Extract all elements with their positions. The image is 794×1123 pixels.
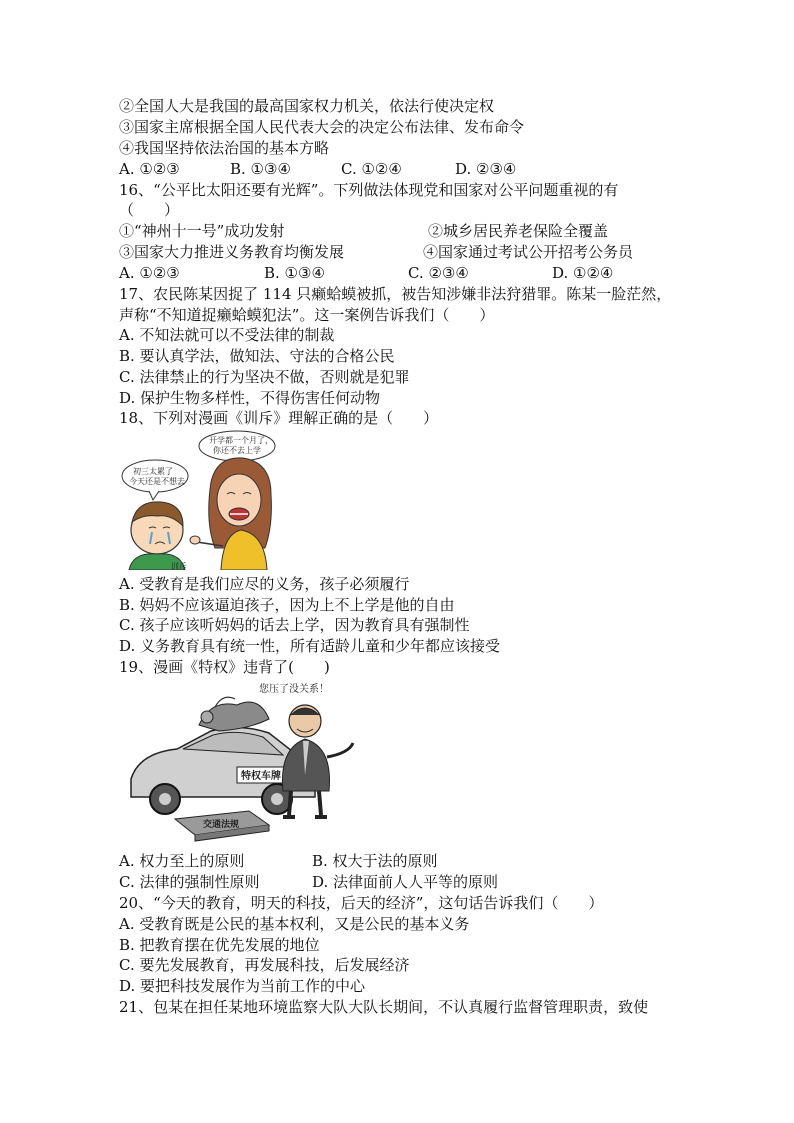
scolding-cartoon: [119, 430, 279, 570]
q16-paren: （ ）: [119, 201, 180, 219]
q15-item-3: ③国家主席根据全国人民代表大会的决定公布法律、发布命令: [119, 118, 525, 136]
privilege-speech: 您压了没关系！: [259, 684, 329, 695]
q17-stem-line1: 17、农民陈某因捉了 114 只癞蛤蟆被抓，被告知涉嫌非法狩猎罪。陈某一脸茫然，: [119, 285, 672, 303]
q20-option-c: C. 要先发展教育，再发展科技，后发展经济: [119, 956, 410, 974]
q15-option-c: C. ①②④: [341, 160, 402, 178]
q19-options-row2: [119, 872, 679, 892]
q19-stem: 19、漫画《特权》违背了( ): [119, 658, 330, 676]
q19-option-c: C. 法律的强制性原则: [119, 873, 260, 891]
privilege-cartoon: [119, 679, 389, 849]
q15-option-b: B. ①③④: [230, 160, 291, 178]
q20-option-d: D. 要把科技发展作为当前工作的中心: [119, 977, 366, 995]
q17-option-c: C. 法律禁止的行为坚决不做，否则就是犯罪: [119, 368, 410, 386]
q20-stem: 20、“今天的教育，明天的科技，后天的经济”，这句话告诉我们（ ）: [119, 894, 604, 912]
q19-option-b: B. 权大于法的原则: [312, 852, 438, 870]
q16-items-row2: [119, 242, 679, 262]
q19-option-d: D. 法律面前人人平等的原则: [312, 873, 499, 891]
q20-option-b: B. 把教育摆在优先发展的地位: [119, 936, 320, 954]
scolding-cartoon-drawing: [119, 430, 279, 570]
q15-item-2: ②全国人大是我国的最高国家权力机关，依法行使决定权: [119, 97, 495, 115]
q15-option-d: D. ②③④: [455, 160, 517, 178]
q17-option-a: A. 不知法就可以不受法律的制裁: [119, 326, 335, 344]
privilege-cartoon-drawing: [119, 679, 389, 849]
q16-option-c: C. ②③④: [408, 264, 469, 282]
q16-item-2: ②城乡居民养老保险全覆盖: [428, 222, 609, 240]
q16-item-4: ④国家通过考试公开招考公务员: [423, 243, 634, 261]
q16-items-row1: [119, 221, 679, 241]
mom-bubble-line2: 你还不去上学: [213, 446, 261, 455]
q15-option-a: A. ①②③: [119, 160, 180, 178]
child-bubble-line2: 今天还是不想去: [129, 477, 185, 486]
q16-option-a: A. ①②③: [119, 264, 180, 282]
q15-item-4: ④我国坚持依法治国的基本方略: [119, 139, 330, 157]
q16-item-3: ③国家大力推进义务教育均衡发展: [119, 243, 345, 261]
q15-options: [119, 159, 679, 179]
q19-options-row1: [119, 851, 679, 871]
q18-option-d: D. 义务教育具有统一性，所有适龄儿童和少年都应该接受: [119, 637, 501, 655]
q16-stem: 16、“公平比太阳还要有光辉”。下列做法体现党和国家对公平问题重视的有: [119, 181, 619, 199]
q16-options: [119, 263, 679, 283]
q17-option-b: B. 要认真学法，做知法、守法的合格公民: [119, 347, 395, 365]
q17-stem-line2: 声称“不知道捉癞蛤蟆犯法”。这一案例告诉我们（ ）: [119, 306, 495, 324]
privilege-book-title: 交通法规: [203, 820, 240, 830]
q19-option-a: A. 权力至上的原则: [119, 852, 245, 870]
q16-option-b: B. ①③④: [264, 264, 325, 282]
child-bubble-line1: 初三太累了: [133, 467, 173, 476]
q21-stem: 21、包某在担任某地环境监察大队大队长期间，不认真履行监督管理职责，致使: [119, 998, 649, 1016]
q16-item-1: ①“神州十一号”成功发射: [119, 222, 285, 240]
scolding-caption: 训斥: [171, 562, 187, 570]
q16-option-d: D. ①②④: [552, 264, 614, 282]
q17-option-d: D. 保护生物多样性，不得伤害任何动物: [119, 389, 381, 407]
q18-option-c: C. 孩子应该听妈妈的话去上学，因为教育具有强制性: [119, 616, 470, 634]
mom-bubble-line1: 开学都一个月了，: [209, 436, 273, 445]
privilege-plate: 特权车牌: [241, 771, 281, 782]
q18-option-a: A. 受教育是我们应尽的义务，孩子必须履行: [119, 575, 410, 593]
q20-option-a: A. 受教育既是公民的基本权利，又是公民的基本义务: [119, 915, 470, 933]
q18-option-b: B. 妈妈不应该逼迫孩子，因为上不上学是他的自由: [119, 596, 455, 614]
q18-stem: 18、下列对漫画《训斥》理解正确的是（ ）: [119, 409, 439, 427]
